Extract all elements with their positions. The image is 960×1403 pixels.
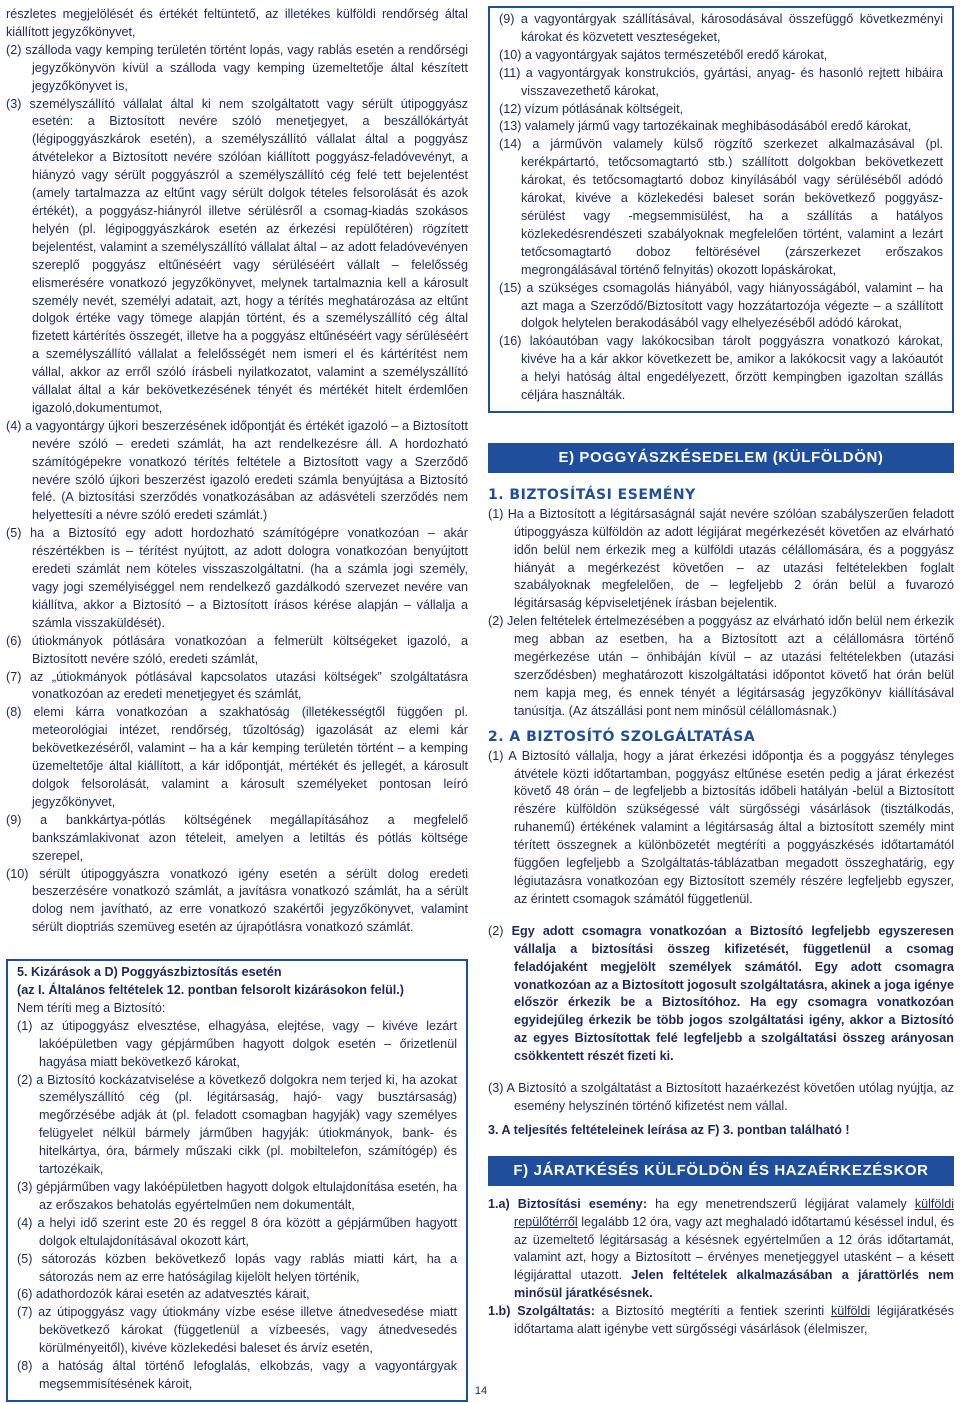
list-item: (11) a vagyontárgyak konstrukciós, gyártási, anyag- és hasonló rejtett hibáira visszavezethető károkat,: [499, 65, 943, 98]
item-label: 1.b) Szolgáltatás:: [488, 1304, 595, 1319]
spacer: [488, 909, 954, 923]
fulfilment-note: 3. A teljesítés feltételeinek leírása az F) 3. pontban található !: [488, 1122, 850, 1137]
item-text: légijáratkésés időtartama alatt igénybe vett sürgősségi vásárlások (élelmiszer,: [514, 1304, 954, 1337]
list-item: (14) a járművön valamely külső rögzítő szerkezet alkalmazásával (pl. kerékpártartó, tetőcsomagtartó stb.) szállított dolgokban bekövetkezett károkat, és tetőcsomagtartó doboz kinyílásából vagy sérüléséből adódó károkat, kivéve a közlekedési baleset során bekövetkező poggyász-sérülést vagy -megsemmisülést, ha a szállítás a hatályos közlekedésrendészeti szabályoknak megfelelően történt, valamint a lezárt tetőcsomagtartó doboz feltörésével (zárszerkezet erőszakos megrongálásával történő felnyitás) okozott lopáskárokat,: [499, 137, 943, 277]
exclusions-lead: Nem téríti meg a Biztosító:: [17, 1000, 166, 1015]
list-item: [488, 923, 954, 1066]
left-column: [6, 6, 468, 1402]
list-item: [488, 1196, 954, 1303]
item-text: a Biztosító megtéríti a fentiek szerinti: [601, 1304, 825, 1319]
intro-paragraph: részletes megjelölését és értékét feltüntető, az illetékes külföldi rendőrség által kiállított jegyzőkönyvet,: [6, 7, 468, 39]
list-item: (3) gépjárműben vagy lakóépületben hagyott dolgok eltulajdonítása esetén, ha az erőszakos behatolás egyértelműen nem dokumentált,: [17, 1180, 457, 1212]
list-item: (9) a bankkártya-pótlás költségének megállapításához a megfelelő bankszámlakivonat azon tételeit, amelyen a letiltás és pótlás költsége szerepel,: [6, 812, 468, 863]
list-item: (9) a vagyontárgyak szállításával, károsodásával összefüggő következményi károkat és közvetett veszteségeket,: [499, 12, 943, 44]
list-item: (10) a vagyontárgyak sajátos természetéből eredő károkat,: [499, 47, 828, 62]
spacer: [488, 1140, 954, 1156]
item-text: ha egy menetrendszerű légijárat valamely: [655, 1196, 907, 1211]
exclusions-box-continued: [488, 6, 954, 413]
bold-clause: Jelen feltételek alkalmazásában a járattörlés nem minősül járatkésésnek.: [514, 1268, 954, 1301]
underlined-term: külföldi repülőtérről: [514, 1196, 955, 1229]
list-item: (3) A Biztosító a szolgáltatást a Biztosított hazaérkezést követően utólag nyújtja, az esemény helyszínén történő kifizetést nem vállal.: [488, 1081, 954, 1113]
list-item: (4) a helyi idő szerint este 20 és reggel 8 óra között a gépjárműben hagyott dolgok eltulajdonításával okozott kárt,: [17, 1215, 457, 1248]
list-item: (6) adathordozók kárai esetén az adatvesztés kárait,: [17, 1287, 310, 1302]
list-item: [488, 1303, 954, 1339]
list-item: (1) A Biztosító vállalja, hogy a járat érkezési időpontja és a poggyász tényleges átvétele közti időtartamban, poggyász eltűnése esetén pedig a járat érkezést követő 48 órán – de legfeljebb a biztosítás időbeli hatályán -belül a Biztosított részére külföldön szükségessé vált sürgősségi vásárlások (tisztálkodás, ruhanemű) értékének valamint a légitársaság által a biztosított személy mint térített összegnek a különbözetét megtéríti a poggyászkésés időtartamától függően legfeljebb a Szolgáltatás-táblázatban megadott összeghatárig, egy légiutazásra vonatkozóan egy Biztosított személy részére legfeljebb egyszer, az érintett csomagok számától függetlenül.: [488, 748, 954, 906]
list-item: (16) lakóautóban vagy lakókocsiban tárolt poggyászra vonatkozó károkat, kivéve ha a kár akkor következett be, amikor a lakókocsit vagy a lakóautót a helyi hatóság által engedélyezett, őrzött kempingben igazoltan szállás céljára használták.: [499, 334, 943, 403]
list-item: (10) sérült útipoggyászra vonatkozó igény esetén a sérült dolog eredeti beszerzésére vonatkozó számlát, a javításra vonatkozó számlát, ha a sérült dolog nem javítható, az erre vonatkozó szakértői jegyzőkönyvet, valamint sérült dioptriás szemüveg esetén az újrapótlásra vonatkozó számlát.: [6, 866, 468, 935]
right-column: [488, 6, 954, 1339]
section-banner-e: E) POGGYÁSZKÉSEDELEM (KÜLFÖLDÖN): [488, 443, 954, 473]
list-item: (2) a Biztosító kockázatviselése a következő dolgokra nem terjed ki, ha azokat személyszállító cég (pl. légitársaság, hajó- vagy busztársaság) megőrzésébe adják át (pl. feladott csomagban hagyják) vagy személyes felügyelet nélkül bármely járműben hagyják: útiokmányok, bank- és hitelkártya, óra, bármely műszaki cikk (pl. mobiltelefon, számítógép) és tartozékaik,: [17, 1072, 457, 1177]
list-item: (2) szálloda vagy kemping területén történt lopás, vagy rablás esetén a rendőrségi jegyzőkönyvön kívül a szálloda vagy kemping üzemeltetője által készített jegyzőkönyvet is,: [6, 42, 468, 93]
list-item: (7) az „útiokmányok pótlásával kapcsolatos utazási költségek” szolgáltatásra vonatkozóan az eredeti menetjegyet és számlát,: [6, 669, 468, 702]
underlined-term: külföldi: [830, 1304, 871, 1319]
list-item: (7) az útipoggyász vagy útiokmány vízbe esése illetve átnedvesedése miatt bekövetkező károkat (függetlenül a vízbeesés, vagy átnedvesedés körülményeitől), kivéve közlekedési baleset és árvíz esetén,: [17, 1305, 457, 1356]
page-number: 14: [474, 1385, 488, 1397]
list-item: (5) sátorozás közben bekövetkező lopás vagy rablás miatti kárt, ha a sátorozás nem az erre hatóságilag kijelölt helyen történik,: [17, 1251, 457, 1284]
spacer: [488, 413, 954, 443]
item-number: (2): [488, 923, 504, 938]
list-item: (8) a hatóság által történő lefoglalás, elkobzás, vagy a vagyontárgyak megsemmisítésének károit,: [17, 1359, 457, 1391]
exclusions-box: [6, 959, 468, 1402]
bold-clause: Egy adott csomagra vonatkozóan a Biztosító legfeljebb egyszeresen vállalja a biztosítási összeg kifizetését, függetlenül a csomag feladójaként megjelölt személyek számától. Egy adott csomagra vonatkozóan az a Biztosított jogosult szolgáltatásra, akinek a joga igénye először érkezik be a Biztosítóhoz. Ha egy csomagra vonatkozóan egyidejűleg érkezik be több jogos szolgáltatási igény, akkor a Biztosító az egyes Biztosítottak felé legfeljebb a szolgáltatási összeg arányosan csökkentett részét fizeti ki.: [511, 923, 955, 1064]
list-item: (12) vízum pótlásának költségeit,: [499, 101, 684, 116]
list-item: (5) ha a Biztosító egy adott hordozható számítógépre vonatkozóan – akár részértékben is – térítést nyújtott, az adott dologra vonatkozóan benyújtott eredeti számlát nem köteles visszaszolgáltatni. (ha a számla jogi személy, vagy jogi személyiséggel nem rendelkező gazdálkodó szervezet nevére van kiállítva, akkor a Biztosító – a Biztosított írásos kérése alapján – vállalja a számla visszaküldését).: [6, 526, 468, 630]
list-item: (6) útiokmányok pótlására vonatkozóan a felmerült költségeket igazoló, a Biztosított nevére szóló, eredeti számlát,: [6, 633, 468, 666]
item-label: 1.a) Biztosítási esemény:: [488, 1196, 648, 1211]
list-item: (2) Jelen feltételek értelmezésében a poggyász az elvárható időn belül nem érkezik meg abban az esetben, ha a Biztosított azt a célállomásra történő megérkezése után – önhibáján kívül – az utazási feltételekben (utazási szerződésben) meghatározott kiszolgáltatási időpontot követő hat órán belül nem kapja meg, és ennek tényét a légitársaság jegyzőkönyv kiállításával tanúsítja. (Az átszállási pont nem minősül célállomásnak.): [488, 614, 954, 718]
exclusions-subtitle: (az I. Általános feltételek 12. pontban felsorolt kizárásokon felül.): [17, 983, 404, 998]
list-item: (3) személyszállító vállalat által ki nem szolgáltatott vagy sérült útipoggyász esetén: a Biztosított nevére szóló menetjegyet, a beszállókártyát (légipoggyászkárok esetén), a személyszállító vállalat által a poggyász átvételekor a Biztosított nevére szólóan kiállított poggyász-feladóvevényt, a hiányzó vagy sérült poggyászról a személyszállító cég felé tett bejelentést (amely tartalmazza az eltűnt vagy sérült dolgok tételes felsorolását és azok értékét), a poggyász-hiányról illetve sérülésről a csomag-kiadás szokásos helyén (pl. légipoggyászkárok esetén az érkezési repülőtéren) rögzített bejelentést, valamint a személyszállító vállalat által – az adott feladóvevényen szereplő poggyász eltűnéséért vagy sérüléséért vállalt – felelősség elismerésére vonatkozó jegyzőkönyvet, melynek tartalmaznia kell a károsult személy nevét, személyi adatait, azt, hogy a térítés meghatározása az eltűnt dolgok értéke vagy tömege alapján történt, és a személyszállító cég által fizetett kártérítés összegét, illetve ha a poggyász eltűnéséért vagy sérüléséért a személyszállító vállalat a felelősségét nem ismeri el és kártérítést nem vállal, akkor az erről szóló írásbeli nyilatkozatot, valamint a személyszállító vállalat által a kár bekövetkezésének tényét és mértékét hitelt érdemlően igazoló,dokumentumot,: [6, 96, 468, 415]
list-item: (1) az útipoggyász elvesztése, elhagyása, elejtése, vagy – kivéve lezárt lakóépületben vagy gépjárműben hagyott dolgok esetén – őrizetlenül hagyása miatt bekövetkező károkat,: [17, 1018, 457, 1069]
spacer: [488, 1186, 954, 1196]
list-item: (13) valamely jármű vagy tartozékainak meghibásodásából eredő károkat,: [499, 119, 912, 134]
exclusions-title: 5. Kizárások a D) Poggyászbiztosítás esetén: [17, 965, 282, 980]
spacer: [488, 1066, 954, 1080]
list-item: (1) Ha a Biztosított a légitársaságnál saját nevére szólóan szabályszerűen feladott útipoggyásza külföldön az adott légijárat megérkezését követően az elvárható időn belül nem érkezik meg a külföldi utazás célállomására, és a poggyász hiányát a megérkezést követően – az utazási feltételekben foglalt szabályoknak megfelelően, de – legfeljebb 2 órán belül a fuvarozó légitársaság képviseletjének írásban bejelentik.: [488, 506, 954, 611]
item-text: legalább 12 óra, vagy azt meghaladó időtartamú késéssel indul, és az üzemeltető légitársaság a késésnek egyértelműen a 12 órás időtartamát, valamint azt, hogy a Biztosított – érvényes menetjeggyel utasként – a késett légijárattal utazott.: [514, 1214, 955, 1283]
list-item: (4) a vagyontárgy újkori beszerzésének időpontját és értékét igazoló – a Biztosított nevére szóló – eredeti számlát, ha azt rendelkezésre áll. A hordozható számítógépekre vonatkozó térítés feltétele a Biztosított vagy a Szerződő nevére szóló újkori beszerzést igazoló eredeti számla benyújtása a Biztosító felé. (A biztosítási szerződés vonatkozásában az adásvételi szerződés nem helyettesíti a névre szóló eredeti számlát.): [6, 418, 468, 523]
section-banner-f: F) JÁRATKÉSÉS KÜLFÖLDÖN ÉS HAZAÉRKEZÉSKOR: [488, 1156, 954, 1186]
heading-insurer-service: 2. A BIZTOSÍTÓ SZOLGÁLTATÁSA: [488, 728, 756, 745]
spacer: [6, 937, 468, 959]
spacer: [488, 473, 954, 487]
list-item: (15) a szükséges csomagolás hiányából, vagy hiányosságából, valamint – ha azt maga a Szerződő/Biztosított vagy hozzátartozója végezte – a szállított dolgok helytelen berakodásából vagy elhelyezéséből adódó károkat,: [499, 280, 943, 331]
list-item: (8) elemi kárra vonatkozóan a szakhatóság (illetékességtől függően pl. meteorológiai intézet, rendőrség, tűzoltóság) igazolását az elemi kár bekövetkezéséről, valamint – ha a kár kemping területén történt – a kemping üzemeltetője által kiállított, a kár időpontját, mértékét és jellegét, a károsult dolgok felsorolását, valamint a károsult személyeket pontosan leíró jegyzőkönyvet,: [6, 705, 468, 809]
spacer: [488, 721, 954, 729]
heading-insured-event: 1. BIZTOSÍTÁSI ESEMÉNY: [488, 486, 696, 503]
